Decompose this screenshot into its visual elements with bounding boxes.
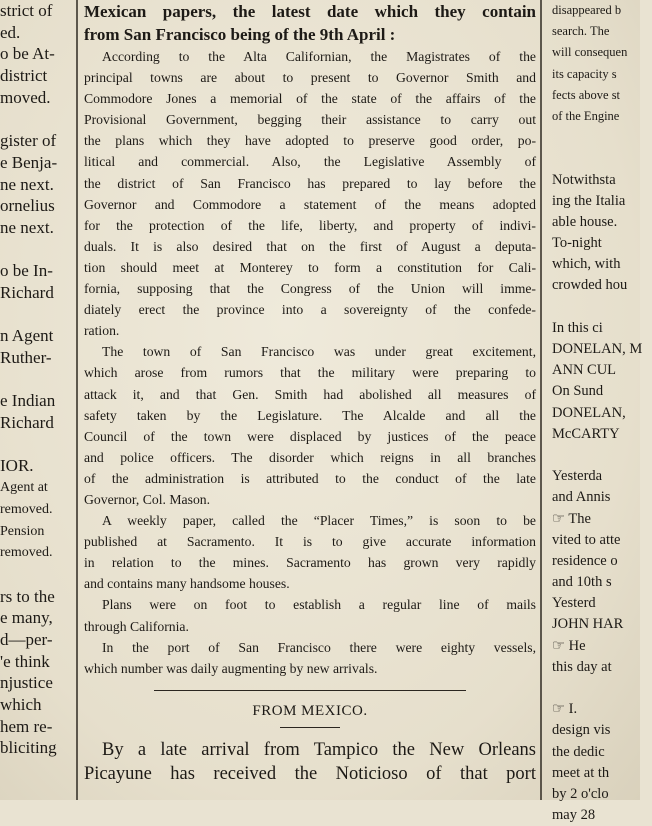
fragment-line: rs to the bbox=[0, 586, 55, 606]
fragment-line bbox=[552, 297, 652, 318]
fragment-line: bliciting bbox=[0, 738, 57, 758]
fragment-line: 'e think bbox=[0, 651, 50, 671]
body-line: the plans which they have adopted to preserve good order, po- bbox=[84, 133, 536, 149]
fragment-line: Richard bbox=[0, 282, 54, 302]
fragment-line: e many, bbox=[0, 608, 53, 628]
fragment-line bbox=[0, 304, 72, 326]
fragment-line: fects above st bbox=[552, 87, 621, 102]
fragment-line: Pension bbox=[0, 523, 45, 539]
fragment-line: residence o bbox=[552, 552, 618, 569]
body-line: By a late arrival from Tampico the New Orleans bbox=[102, 739, 536, 760]
fragment-line bbox=[0, 434, 72, 456]
body-line: Commodore Jones a memorial of the state of the affairs of the bbox=[84, 91, 536, 107]
fragment-line: ing the Italia bbox=[552, 192, 626, 209]
fragment-line: Agent at bbox=[0, 480, 48, 496]
body-line: According to the Alta Californian, the Magistrates of the bbox=[102, 49, 536, 64]
fragment-line bbox=[552, 148, 652, 169]
article-body bbox=[84, 46, 536, 679]
fragment-line: On Sund bbox=[552, 383, 604, 400]
fragment-line: ☞ He bbox=[552, 637, 586, 654]
fragment-line: ornelius bbox=[0, 196, 55, 216]
body-line: Plans were on foot to establish a regular line of mails bbox=[102, 597, 536, 613]
fragment-line: crowded hou bbox=[552, 277, 628, 294]
fragment-line: ne next. bbox=[0, 174, 54, 194]
fragment-line bbox=[0, 369, 72, 391]
fragment-line: disappeared b bbox=[552, 3, 622, 17]
fragment-line: Ruther- bbox=[0, 348, 52, 367]
heading-rule bbox=[280, 727, 340, 728]
fragment-line: DONELAN, M bbox=[552, 341, 643, 357]
fragment-line: the dedic bbox=[552, 743, 605, 760]
body-line: safety taken by the Legislature. The Alcalde and all the bbox=[84, 407, 536, 423]
fragment-line: search. The bbox=[552, 24, 610, 39]
fragment-line: removed. bbox=[0, 501, 53, 517]
fragment-line: Yesterd bbox=[552, 595, 596, 612]
body-line: Governor, Col. Mason. bbox=[84, 491, 211, 507]
body-line: The town of San Francisco was under great excitement, bbox=[102, 344, 536, 360]
body-line: which arose from rumors that the military were preparing to bbox=[84, 365, 536, 381]
body-line: through California. bbox=[84, 618, 189, 634]
fragment-line: e Indian bbox=[0, 391, 56, 411]
fragment-line: Yesterda bbox=[552, 468, 603, 485]
fragment-line bbox=[0, 239, 72, 261]
fragment-line: gister of bbox=[0, 131, 57, 151]
body-line: fornia, supposing that the Congress of the Union will imme- bbox=[84, 281, 536, 297]
fragment-line: able house. bbox=[552, 213, 618, 230]
lead-paragraph bbox=[84, 0, 536, 46]
section-heading: FROM MEXICO. bbox=[252, 702, 368, 719]
fragment-line: its capacity s bbox=[552, 66, 617, 81]
body-line: and police officers. The disorder which reigns in all branches bbox=[84, 449, 536, 465]
fragment-line bbox=[0, 108, 72, 130]
fragment-line: may 28 bbox=[552, 807, 596, 824]
fragment-line: of the Engine bbox=[552, 108, 620, 123]
body-line: principal towns are about to present to Governor Smith and bbox=[84, 70, 536, 86]
fragment-line: design vis bbox=[552, 722, 611, 739]
lead-line: Mexican papers, the latest date which they contain bbox=[84, 2, 536, 21]
fragment-line: ☞ The bbox=[552, 510, 591, 527]
fragment-line: removed. bbox=[0, 545, 53, 561]
body-line: and contains many handsome houses. bbox=[84, 576, 290, 592]
fragment-line: njustice bbox=[0, 673, 53, 693]
fragment-line: ANN CUL bbox=[552, 362, 617, 379]
body-line: published at Sacramento. It is to give accurate information bbox=[84, 534, 536, 550]
body-line: which number was daily augmenting by new arrivals. bbox=[84, 660, 378, 676]
fragment-line: Notwithsta bbox=[552, 171, 616, 188]
body-line: the district of San Francisco has prepared to lay before the bbox=[84, 175, 536, 191]
fragment-line: o be At- bbox=[0, 44, 55, 64]
body-line: A weekly paper, called the “Placer Times,” is soon to be bbox=[102, 513, 536, 529]
fragment-line: ne next. bbox=[0, 217, 54, 237]
fragment-line bbox=[0, 564, 72, 586]
fragment-line: and Annis bbox=[552, 489, 611, 506]
fragment-line: n Agent bbox=[0, 326, 54, 346]
fragment-line: this day at bbox=[552, 658, 612, 675]
fragment-line: McCARTY bbox=[552, 425, 620, 442]
body-line: for the protection of the life, liberty, and property of indivi- bbox=[84, 217, 536, 233]
fragment-line: JOHN HAR bbox=[552, 616, 624, 633]
fragment-line: In this ci bbox=[552, 319, 603, 336]
fragment-line: o be In- bbox=[0, 261, 53, 281]
body-line: in relation to the mines. Sacramento has grown very rapidly bbox=[84, 555, 536, 571]
section-separator bbox=[154, 690, 466, 691]
fragment-line: hem re- bbox=[0, 716, 53, 736]
lead-line: from San Francisco being of the 9th April : bbox=[84, 25, 396, 44]
body-line: Governor and Commodore a statement of the means adopted bbox=[84, 196, 536, 212]
body-line: tion should meet at Monterey to form a constitution for Cali- bbox=[84, 259, 536, 275]
body-line: Provisional Government, begging their assistance to carry out bbox=[84, 112, 536, 128]
body-line: litical and commercial. Also, the Legislative Assembly of bbox=[84, 154, 536, 170]
fragment-line: meet at th bbox=[552, 764, 610, 781]
fragment-line: vited to atte bbox=[552, 531, 621, 548]
fragment-line: which bbox=[0, 695, 42, 714]
body-line: diately erect the province into a sovereignty of the confede- bbox=[84, 302, 536, 318]
mexico-article bbox=[84, 738, 536, 786]
fragment-line: moved. bbox=[0, 87, 51, 107]
fragment-line: ed. bbox=[0, 22, 21, 42]
fragment-line: district bbox=[0, 66, 48, 86]
left-column-fragment bbox=[0, 0, 72, 759]
body-line: attack it, and that Gen. Smith had abolished all measures of bbox=[84, 386, 536, 402]
right-column-fragment bbox=[552, 0, 652, 826]
fragment-line: ☞ I. bbox=[552, 701, 578, 718]
main-article-column bbox=[84, 0, 536, 786]
fragment-line: by 2 o'clo bbox=[552, 785, 609, 802]
column-rule-right bbox=[540, 0, 542, 800]
column-rule-left bbox=[76, 0, 78, 800]
fragment-line: strict of bbox=[0, 1, 53, 20]
body-line: Council of the town were displaced by justices of the peace bbox=[84, 428, 536, 444]
fragment-line: which, with bbox=[552, 256, 621, 273]
body-line: of the administration is attributed to the conduct of the late bbox=[84, 470, 536, 486]
fragment-line: Richard bbox=[0, 413, 54, 433]
body-line: duals. It is also desired that on the first of August a deputa- bbox=[84, 238, 536, 254]
body-line: Picayune has received the Noticioso of that port bbox=[84, 763, 536, 784]
fragment-line: IOR. bbox=[0, 456, 34, 476]
fragment-line bbox=[552, 678, 652, 699]
body-line: ration. bbox=[84, 323, 120, 339]
fragment-line: d—per- bbox=[0, 629, 53, 649]
fragment-line: will consequen bbox=[552, 45, 628, 60]
fragment-line: e Benja- bbox=[0, 152, 58, 172]
fragment-line: To-night bbox=[552, 235, 602, 252]
fragment-line: and 10th s bbox=[552, 574, 612, 591]
fragment-line: DONELAN, bbox=[552, 404, 626, 421]
body-line: In the port of San Francisco there were eighty vessels, bbox=[102, 639, 536, 655]
fragment-line bbox=[552, 445, 652, 466]
fragment-line bbox=[552, 127, 652, 148]
